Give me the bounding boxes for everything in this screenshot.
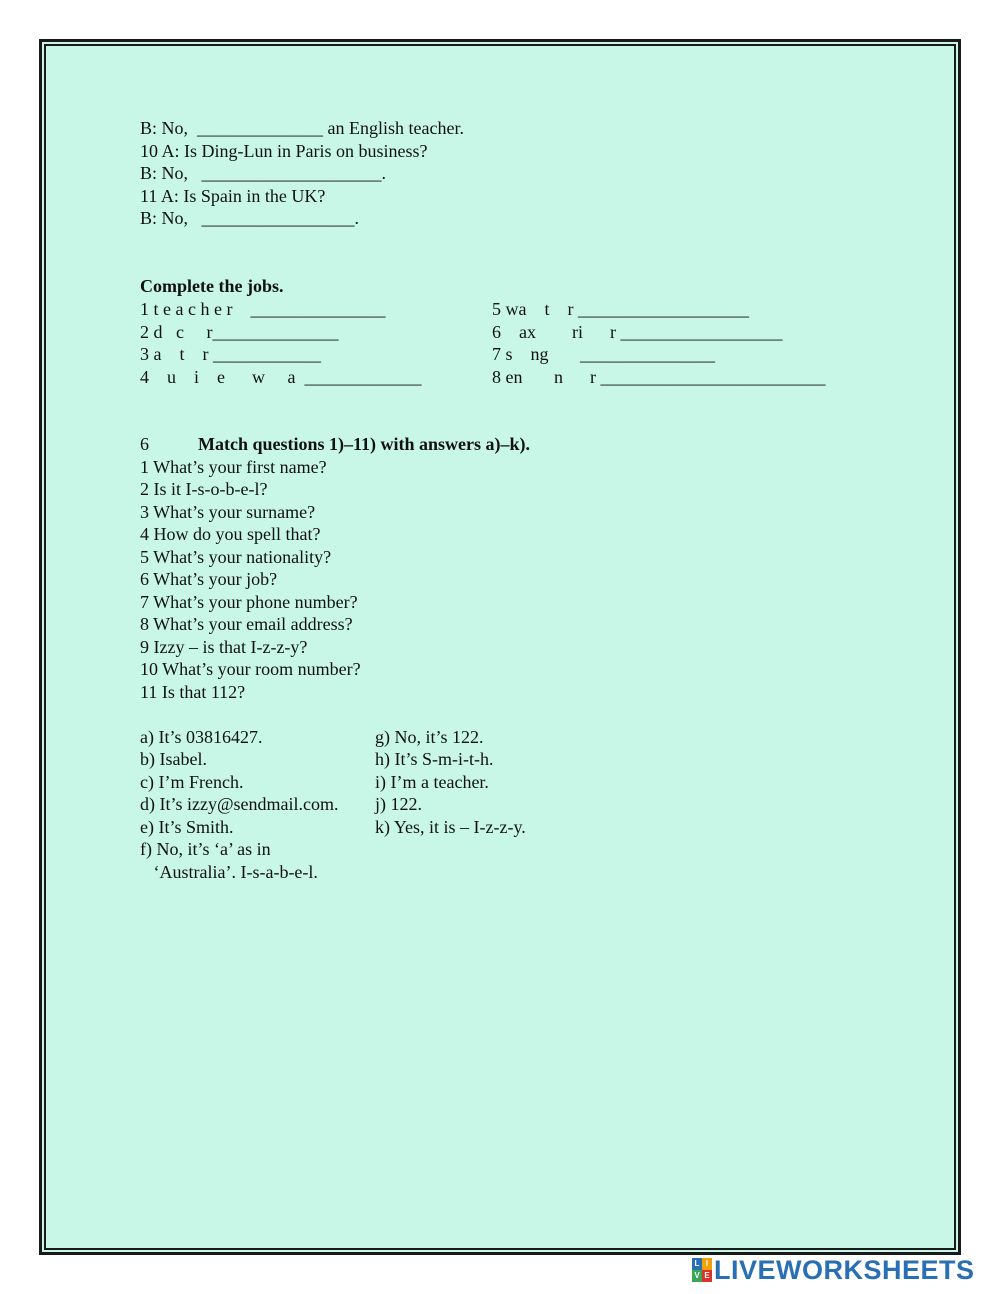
question-item: 1 What’s your first name? (140, 457, 327, 477)
question-item: 4 How do you spell that? (140, 524, 321, 544)
answer-item: f) No, it’s ‘a’ as in (140, 839, 271, 859)
job-item: 3 a t r ____________ (140, 344, 321, 364)
answer-item: e) It’s Smith. (140, 817, 234, 837)
question-item: 6 What’s your job? (140, 569, 278, 589)
question-item: 3 What’s your surname? (140, 502, 316, 522)
question-item: 7 What’s your phone number? (140, 592, 358, 612)
job-item: 4 u i e w a _____________ (140, 367, 422, 387)
liveworksheets-logo[interactable] (692, 1256, 975, 1284)
job-item: 7 s ng _______________ (492, 344, 716, 364)
exercise-line: B: No, ____________________. (140, 163, 387, 183)
logo-badge-icon: L I V E (692, 1258, 712, 1282)
exercise-line: B: No, _________________. (140, 208, 360, 228)
exercise-number: 6 (140, 434, 149, 454)
question-item: 10 What’s your room number? (140, 659, 361, 679)
question-item: 8 What’s your email address? (140, 614, 353, 634)
question-item: 5 What’s your nationality? (140, 547, 332, 567)
answer-item: d) It’s izzy@sendmail.com. (140, 794, 339, 814)
job-item: 1 t e a c h e r _______________ (140, 299, 386, 319)
answer-item: g) No, it’s 122. (375, 727, 484, 747)
answer-item: c) I’m French. (140, 772, 244, 792)
answer-item: b) Isabel. (140, 749, 207, 769)
answer-item: a) It’s 03816427. (140, 727, 263, 747)
job-item: 5 wa t r ___________________ (492, 299, 749, 319)
question-item: 2 Is it I-s-o-b-e-l? (140, 479, 268, 499)
logo-text: LIVEWORKSHEETS (714, 1254, 975, 1285)
exercise-line: 10 A: Is Ding-Lun in Paris on business? (140, 141, 428, 161)
answer-item: h) It’s S-m-i-t-h. (375, 749, 494, 769)
answer-item: ‘Australia’. I-s-a-b-e-l. (140, 862, 318, 882)
job-item: 2 d c r______________ (140, 322, 339, 342)
answer-item: i) I’m a teacher. (375, 772, 489, 792)
job-item: 6 ax ri r __________________ (492, 322, 783, 342)
jobs-heading: Complete the jobs. (140, 276, 284, 296)
exercise-line: 11 A: Is Spain in the UK? (140, 186, 326, 206)
question-item: 9 Izzy – is that I-z-z-y? (140, 637, 308, 657)
answer-item: k) Yes, it is – I-z-z-y. (375, 817, 526, 837)
job-item: 8 en n r _________________________ (492, 367, 826, 387)
exercise-line: B: No, ______________ an English teacher. (140, 118, 464, 138)
answer-item: j) 122. (375, 794, 422, 814)
question-item: 11 Is that 112? (140, 682, 246, 702)
match-heading: Match questions 1)–11) with answers a)–k). (198, 434, 531, 454)
